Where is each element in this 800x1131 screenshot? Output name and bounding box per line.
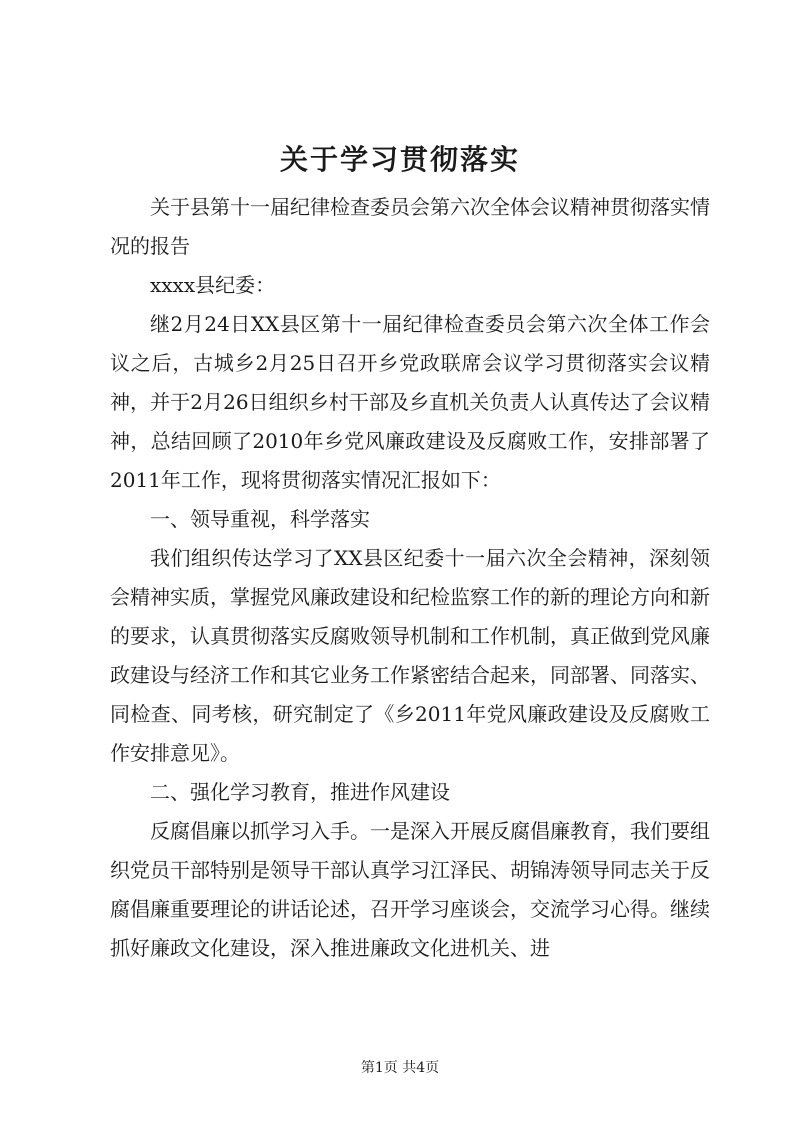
document-title: 关于学习贯彻落实 [279, 143, 520, 176]
document-body [110, 188, 710, 968]
section-1-paragraph: 我们组织传达学习了XX县区纪委十一届六次全会精神，深刻领会精神实质，掌握党风廉政建设和纪检监察工作的新的理论方向和新的要求，认真贯彻落实反腐败领导机制和工作机制，真正做到党风廉政建设与经济工作和其它业务工作紧密结合起来，同部署、同落实、同检查、同考核，研究制定了《乡2011年党风廉政建设及反腐败工作安排意见》。 [110, 546, 710, 765]
section-heading-2: 二、强化学习教育，推进作风建设 [150, 780, 450, 804]
page-footer: 第1页 共4页 [360, 1060, 440, 1076]
report-subject-paragraph: 关于县第十一届纪律检查委员会第六次全体会议精神贯彻落实情况的报告 [110, 195, 710, 258]
intro-paragraph: 继2月24日XX县区第十一届纪律检查委员会第六次全体工作会议之后，古城乡2月25日召开乡党政联席会议学习贯彻落实会议精神，并于2月26日组织乡村干部及乡直机关负责人认真传达了会议精神，总结回顾了2010年乡党风廉政建设及反腐败工作，安排部署了2011年工作，现将贯彻落实情况汇报如下： [110, 312, 710, 492]
section-2-paragraph: 反腐倡廉以抓学习入手。一是深入开展反腐倡廉教育，我们要组织党员干部特别是领导干部认真学习江泽民、胡锦涛领导同志关于反腐倡廉重要理论的讲话论述，召开学习座谈会，交流学习心得。继续抓好廉政文化建设，深入推进廉政文化进机关、进 [110, 819, 710, 960]
section-heading-1: 一、领导重视，科学落实 [150, 507, 370, 531]
salutation-paragraph: xxxx县纪委： [150, 273, 276, 297]
